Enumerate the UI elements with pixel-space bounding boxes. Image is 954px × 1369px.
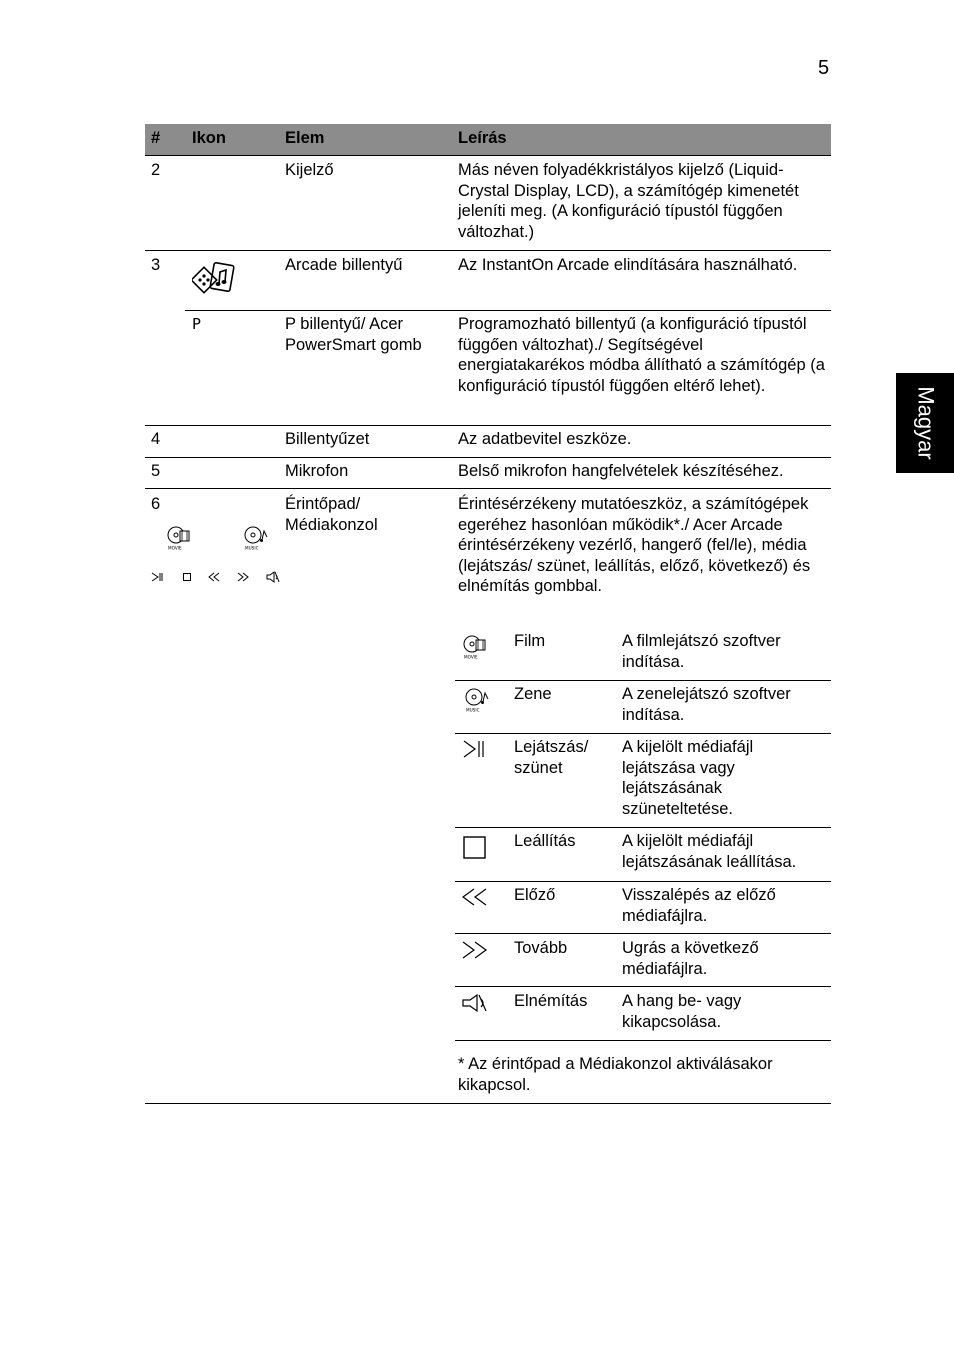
media-description: A filmlejátszó szoftver indítása. [622,632,781,671]
movie-disc-icon [461,634,489,660]
media-description: A hang be- vagy kikapcsolása. [622,992,742,1031]
play-pause-icon [150,571,164,583]
stop-icon [462,835,488,861]
row-item: Arcade billentyű [285,256,403,274]
arcade-key-icon [192,260,236,298]
row-number: 2 [151,161,161,179]
media-description: A kijelölt médiafájl lejátszása vagy lejátszásának szüneteltetése. [622,738,754,818]
media-name: Tovább [514,939,568,957]
music-disc-icon [461,687,491,713]
media-description: A kijelölt médiafájl lejátszásának leállítása. [622,832,797,871]
row-divider [145,250,831,251]
media-name: Előző [514,886,556,904]
row-description: Más néven folyadékkristályos kijelző (Liquid-Crystal Display, LCD), a számítógép kimenetét jeleníti meg. (A konfiguráció típustól függően változhat.) [458,161,799,241]
row-description: Az adatbevitel eszköze. [458,430,632,448]
music-caption: MUSIC [245,545,259,551]
movie-disc-icon [165,525,193,551]
row-divider [145,488,831,489]
row-number: 3 [151,256,161,274]
movie-caption: MOVIE [464,654,478,660]
previous-icon [207,571,221,583]
media-divider [455,827,831,828]
row-item: Billentyűzet [285,430,370,448]
language-tab [896,373,954,473]
media-name: Elnémítás [514,992,588,1010]
page-number: 5 [818,57,830,79]
media-description: Visszalépés az előző médiafájlra. [622,886,776,925]
music-caption: MUSIC [466,707,480,713]
media-divider [455,881,831,882]
row-item: P billentyű/ Acer PowerSmart gomb [285,315,422,354]
media-divider [455,733,831,734]
row-number: 4 [151,430,161,448]
media-name: Leállítás [514,832,576,850]
row-description: Az InstantOn Arcade elindítására használható. [458,256,798,274]
media-divider [455,933,831,934]
play-pause-icon [462,739,488,759]
p-key-icon: P [192,315,202,333]
mute-icon [265,570,281,584]
media-name: Lejátszás/ szünet [514,738,589,777]
media-divider [455,986,831,987]
next-icon [461,940,489,960]
footnote: * Az érintőpad a Médiakonzol aktiválásakor kikapcsol. [458,1055,773,1094]
language-tab-label: Magyar [913,386,939,460]
media-description: Ugrás a következő médiafájlra. [622,939,759,978]
next-icon [236,571,250,583]
stop-icon [181,571,193,583]
row-description: Érintésérzékeny mutatóeszköz, a számítógépek egeréhez hasonlóan működik*./ Acer Arcade érintésérzékeny vezérlő, hangerő (fel/le), média (lejátszás/ szünet, leállítás, előző, következő) és elnémítás gombbal. [458,495,811,595]
row-item: Érintőpad/ Médiakonzol [285,495,378,534]
header-item: Elem [285,129,325,147]
previous-icon [461,887,489,907]
row-divider [145,457,831,458]
row-description: Belső mikrofon hangfelvételek készítéséhez. [458,462,784,480]
header-desc: Leírás [458,129,507,147]
mute-icon [461,992,491,1014]
table-bottom-border [145,1103,831,1104]
header-num: # [151,129,161,147]
media-name: Zene [514,685,552,703]
media-divider [455,680,831,681]
row-number: 5 [151,462,161,480]
row-divider [185,310,831,311]
row-divider [145,425,831,426]
header-icon: Ikon [192,129,226,147]
movie-caption: MOVIE [168,545,182,551]
row-description: Programozható billentyű (a konfiguráció típustól függően változhat)./ Segítségével energiatakarékos módba állítható a számítógép (a konfiguráció típustól függően eltérő lehet). [458,315,825,395]
row-number: 6 [151,495,161,513]
row-item: Mikrofon [285,462,349,480]
media-divider [455,1040,831,1041]
row-item: Kijelző [285,161,334,179]
media-description: A zenelejátszó szoftver indítása. [622,685,791,724]
music-disc-icon [240,525,270,551]
media-name: Film [514,632,546,650]
